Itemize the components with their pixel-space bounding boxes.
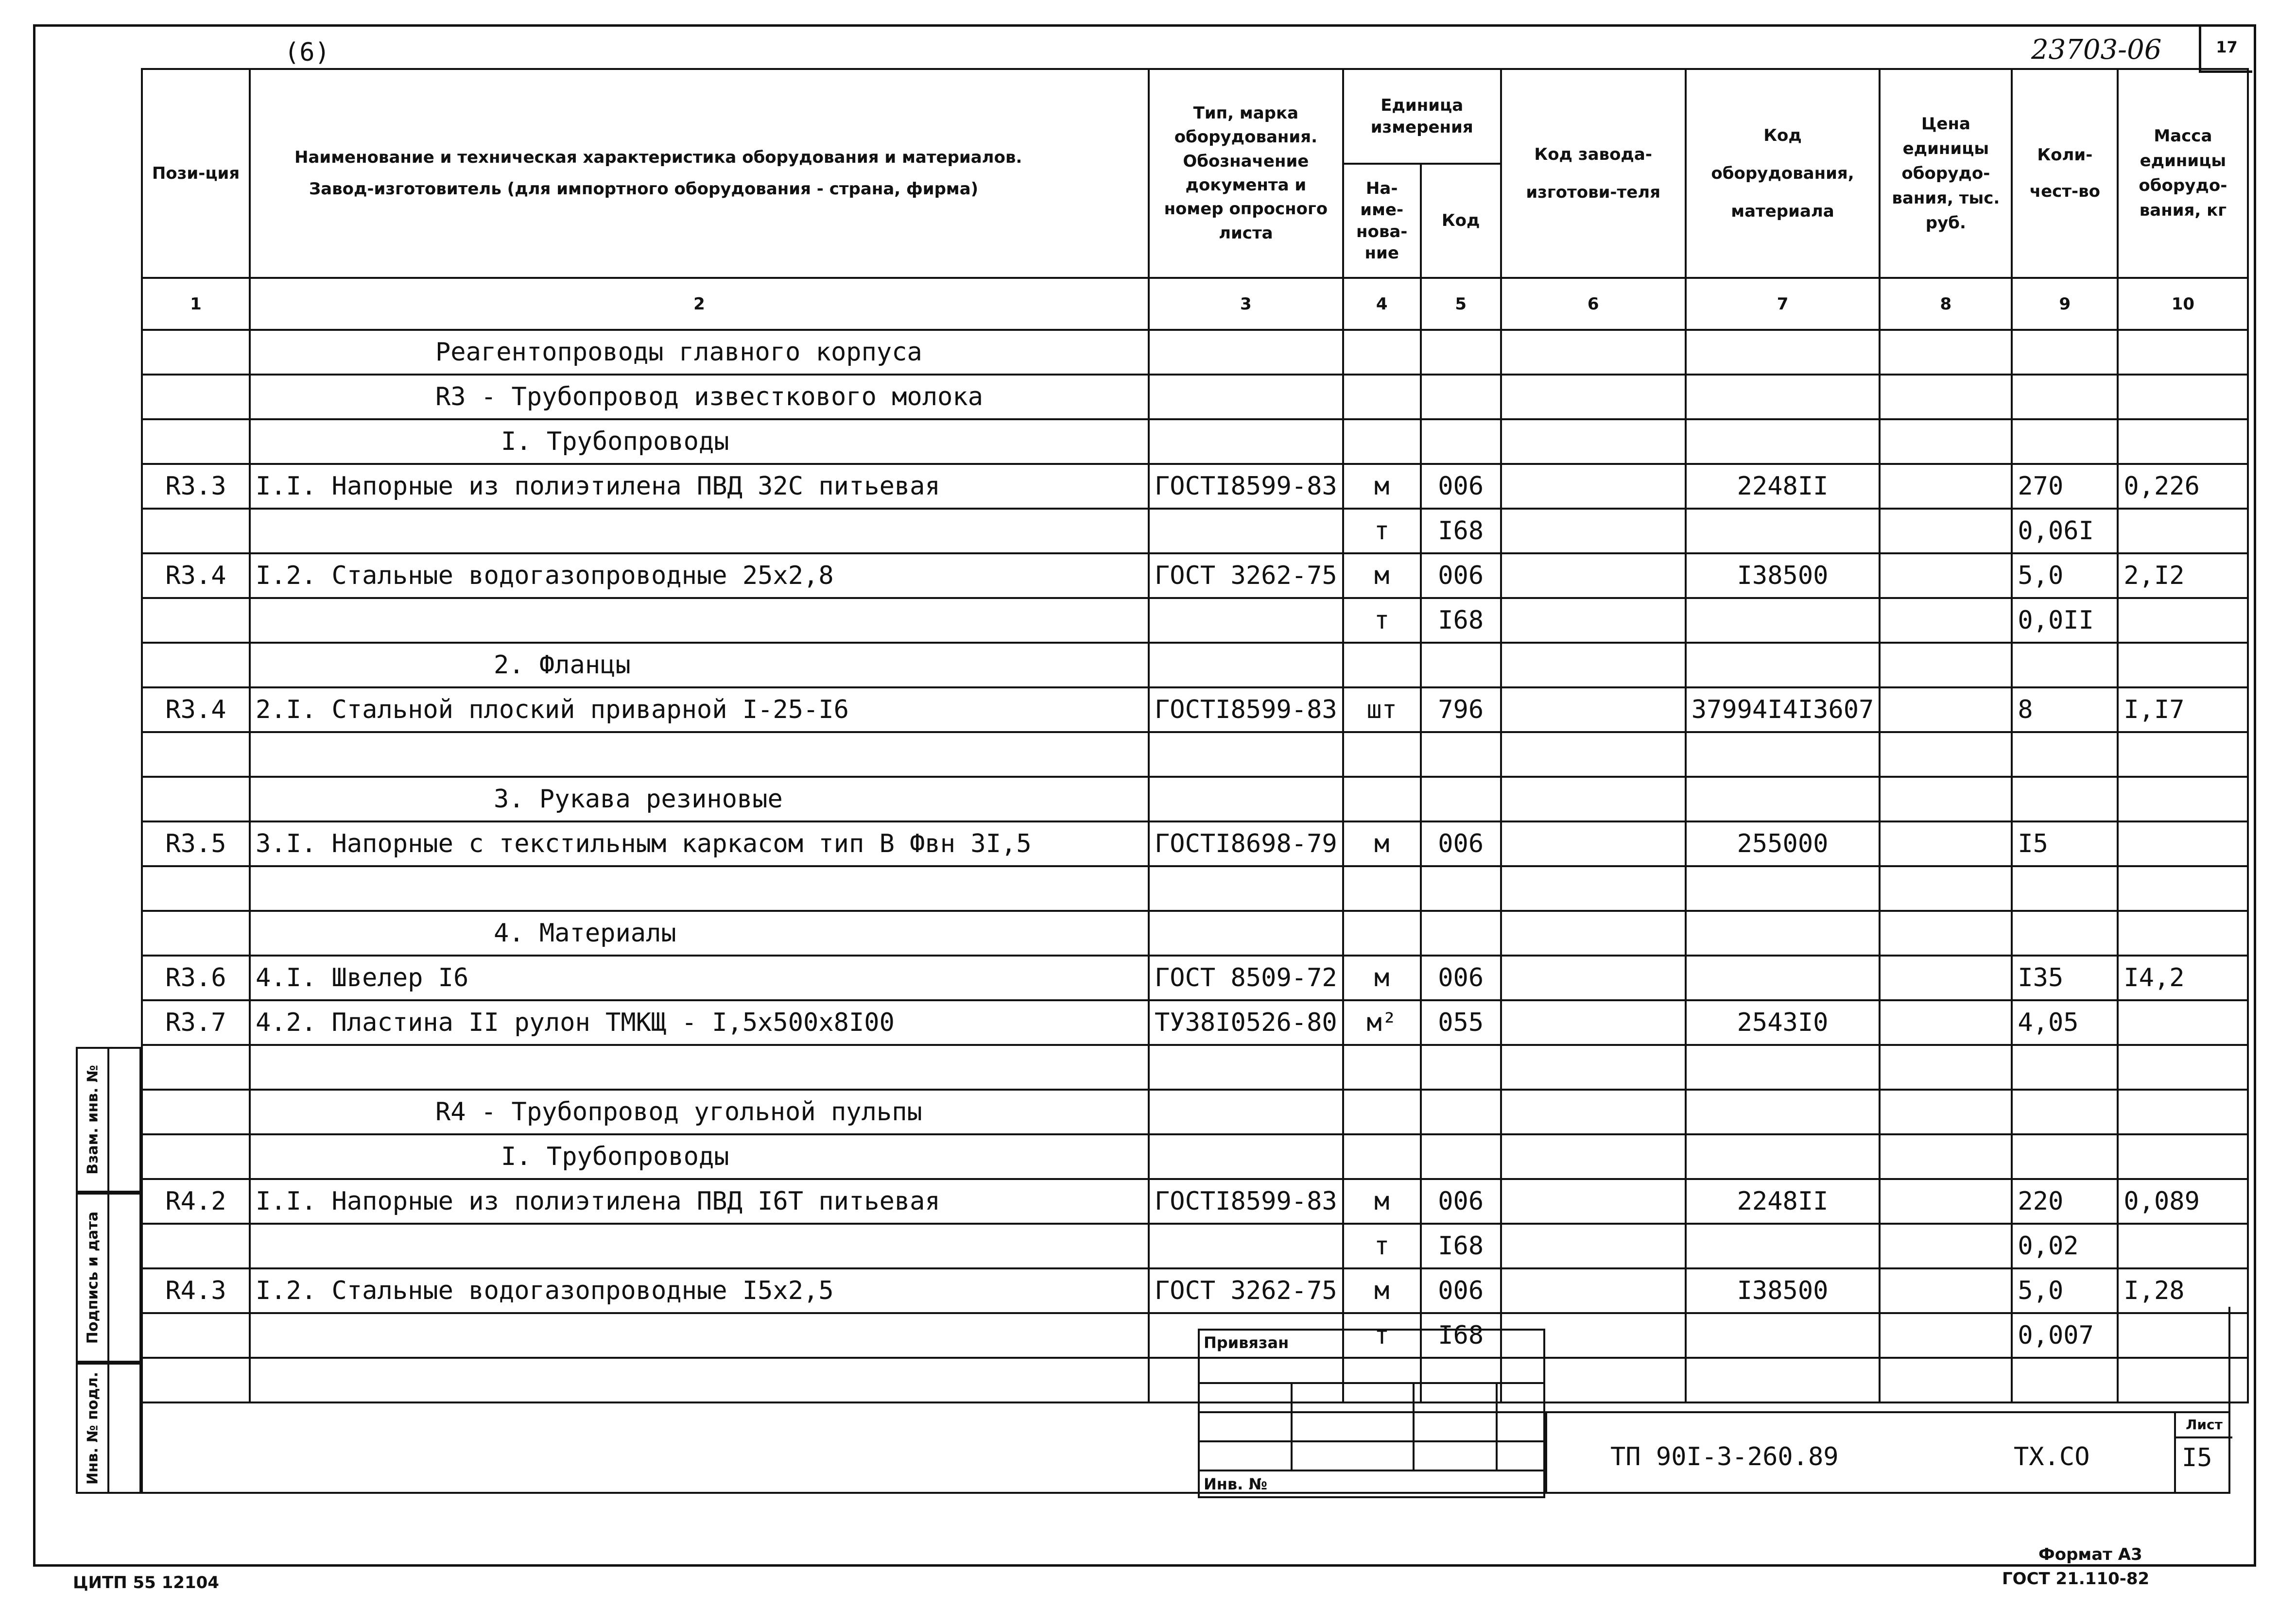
cell-type: ГОСТI8599-83 xyxy=(1149,687,1343,732)
cell-factory-code xyxy=(1501,1000,1686,1045)
hdr-name-line2: Завод-изготовитель (для импортного оборудования - страна, фирма) xyxy=(309,179,979,199)
cell-mass xyxy=(2118,1224,2248,1268)
hdr-name-line1: Наименование и техническая характеристика оборудования и материалов. xyxy=(294,148,1022,168)
cell-mass xyxy=(2118,509,2248,553)
cell-quantity: I35 xyxy=(2012,956,2118,1000)
cell-price xyxy=(1880,1045,2012,1090)
cell-price xyxy=(1880,419,2012,464)
cell-price xyxy=(1880,553,2012,598)
cell-mass xyxy=(2118,598,2248,643)
cell-quantity: I5 xyxy=(2012,821,2118,866)
cell-type: ГОСТ 3262-75 xyxy=(1149,1268,1343,1313)
cell-name: 2. Фланцы xyxy=(250,643,1149,687)
album-page: 17 xyxy=(2216,38,2238,56)
cell-type xyxy=(1149,330,1343,375)
cell-name: Реагентопроводы главного корпуса xyxy=(250,330,1149,375)
cell-type xyxy=(1149,643,1343,687)
cell-price xyxy=(1880,375,2012,419)
cell-mass: I,I7 xyxy=(2118,687,2248,732)
cell-quantity xyxy=(2012,419,2118,464)
cell-price xyxy=(1880,911,2012,956)
cell-position xyxy=(142,1224,250,1268)
cell-type: ГОСТI8599-83 xyxy=(1149,1179,1343,1224)
col-number: 6 xyxy=(1501,278,1686,330)
spec-row xyxy=(142,1045,2248,1090)
cell-equipment-code xyxy=(1686,330,1880,375)
cell-equipment-code xyxy=(1686,375,1880,419)
cell-position xyxy=(142,509,250,553)
spec-row xyxy=(142,464,2248,509)
cell-name: 4.I. Швелер I6 xyxy=(250,956,1149,1000)
spec-row xyxy=(142,1179,2248,1224)
cell-unit-code: 055 xyxy=(1421,1000,1501,1045)
cell-unit-code xyxy=(1421,1045,1501,1090)
cell-unit xyxy=(1343,911,1421,956)
cell-price xyxy=(1880,1224,2012,1268)
main-inscription xyxy=(1545,1411,2230,1494)
cell-quantity: 0,007 xyxy=(2012,1313,2118,1358)
cell-unit: м xyxy=(1343,1268,1421,1313)
hdr-name xyxy=(250,69,1149,278)
col-number: 10 xyxy=(2118,278,2248,330)
cell-type: ГОСТI8599-83 xyxy=(1149,464,1343,509)
spec-row xyxy=(142,821,2248,866)
cell-equipment-code xyxy=(1686,777,1880,821)
side-stamp-signature xyxy=(76,1193,141,1363)
cell-quantity xyxy=(2012,375,2118,419)
cell-mass xyxy=(2118,777,2248,821)
cell-equipment-code: I38500 xyxy=(1686,1268,1880,1313)
hdr-unit-code: Код xyxy=(1421,164,1501,278)
cell-unit xyxy=(1343,375,1421,419)
cell-mass xyxy=(2118,330,2248,375)
cell-mass xyxy=(2118,1134,2248,1179)
cell-position xyxy=(142,732,250,777)
spec-row xyxy=(142,687,2248,732)
spec-row xyxy=(142,643,2248,687)
cell-name xyxy=(250,866,1149,911)
cell-quantity: 0,0II xyxy=(2012,598,2118,643)
cell-price xyxy=(1880,1179,2012,1224)
cell-factory-code xyxy=(1501,1179,1686,1224)
cell-name: R3 - Трубопровод известкового молока xyxy=(250,375,1149,419)
cell-quantity xyxy=(2012,866,2118,911)
cell-unit: м xyxy=(1343,1179,1421,1224)
cell-factory-code xyxy=(1501,509,1686,553)
cell-price xyxy=(1880,687,2012,732)
cell-unit: т xyxy=(1343,1224,1421,1268)
cell-quantity xyxy=(2012,1134,2118,1179)
cell-position xyxy=(142,911,250,956)
cell-equipment-code xyxy=(1686,509,1880,553)
cell-factory-code xyxy=(1501,419,1686,464)
cell-name xyxy=(250,1045,1149,1090)
cell-unit: м xyxy=(1343,553,1421,598)
cell-equipment-code xyxy=(1686,956,1880,1000)
cell-unit: м² xyxy=(1343,1000,1421,1045)
cell-unit-code xyxy=(1421,643,1501,687)
cell-mass xyxy=(2118,911,2248,956)
sheet-number-box xyxy=(2174,1413,2232,1494)
cell-position: R3.7 xyxy=(142,1000,250,1045)
cell-price xyxy=(1880,509,2012,553)
sheet-number: I5 xyxy=(2182,1443,2212,1472)
cell-price xyxy=(1880,1090,2012,1134)
cell-price xyxy=(1880,956,2012,1000)
cell-factory-code xyxy=(1501,330,1686,375)
cell-price xyxy=(1880,643,2012,687)
cell-quantity: 4,05 xyxy=(2012,1000,2118,1045)
cell-unit-code: 006 xyxy=(1421,1179,1501,1224)
cell-type: ГОСТ 8509-72 xyxy=(1149,956,1343,1000)
cell-type xyxy=(1149,598,1343,643)
cell-quantity: 0,02 xyxy=(2012,1224,2118,1268)
cell-quantity: 220 xyxy=(2012,1179,2118,1224)
cell-factory-code xyxy=(1501,777,1686,821)
cell-mass xyxy=(2118,1090,2248,1134)
cell-factory-code xyxy=(1501,1045,1686,1090)
cell-name: 4.2. Пластина II рулон ТМКЩ - I,5х500х8I00 xyxy=(250,1000,1149,1045)
spec-row xyxy=(142,330,2248,375)
cell-unit xyxy=(1343,330,1421,375)
cell-unit-code xyxy=(1421,866,1501,911)
cell-unit-code xyxy=(1421,330,1501,375)
cell-type xyxy=(1149,866,1343,911)
cell-unit-code: I68 xyxy=(1421,1313,1501,1358)
cell-mass: I4,2 xyxy=(2118,956,2248,1000)
cell-unit-code: 796 xyxy=(1421,687,1501,732)
side-stamp-original xyxy=(76,1363,141,1494)
cell-quantity xyxy=(2012,1090,2118,1134)
cell-unit-code: I68 xyxy=(1421,598,1501,643)
cell-unit xyxy=(1343,732,1421,777)
cell-equipment-code: 2248II xyxy=(1686,1179,1880,1224)
cell-name: I. Трубопроводы xyxy=(250,1134,1149,1179)
cell-position xyxy=(142,777,250,821)
cell-name: 3. Рукава резиновые xyxy=(250,777,1149,821)
cell-unit xyxy=(1343,643,1421,687)
cell-factory-code xyxy=(1501,866,1686,911)
binding-stamp xyxy=(1198,1329,1545,1498)
cell-price xyxy=(1880,330,2012,375)
cell-equipment-code xyxy=(1686,911,1880,956)
cell-name: 3.I. Напорные с текстильным каркасом тип В Фвн 3I,5 xyxy=(250,821,1149,866)
spec-row xyxy=(142,956,2248,1000)
cell-unit xyxy=(1343,1090,1421,1134)
binding-label: Привязан xyxy=(1204,1333,1289,1352)
cell-position: R3.6 xyxy=(142,956,250,1000)
cell-quantity xyxy=(2012,330,2118,375)
cell-equipment-code: I38500 xyxy=(1686,553,1880,598)
cell-position xyxy=(142,1045,250,1090)
cell-mass xyxy=(2118,1000,2248,1045)
col-number: 4 xyxy=(1343,278,1421,330)
cell-factory-code xyxy=(1501,464,1686,509)
cell-equipment-code xyxy=(1686,732,1880,777)
cell-position xyxy=(142,375,250,419)
spec-row xyxy=(142,1134,2248,1179)
col-number: 8 xyxy=(1880,278,2012,330)
cell-mass xyxy=(2118,375,2248,419)
cell-unit: шт xyxy=(1343,687,1421,732)
hdr-equipment-code: Код оборудования, материала xyxy=(1686,69,1880,278)
cell-position xyxy=(142,598,250,643)
cell-position: R3.5 xyxy=(142,821,250,866)
side-label-signature: Подпись и дата xyxy=(84,1211,101,1344)
cell-mass xyxy=(2118,821,2248,866)
cell-mass: I,28 xyxy=(2118,1268,2248,1313)
cell-type: ГОСТ 3262-75 xyxy=(1149,553,1343,598)
cell-name: I.I. Напорные из полиэтилена ПВД 32С питьевая xyxy=(250,464,1149,509)
cell-position: R3.4 xyxy=(142,553,250,598)
cell-position xyxy=(142,330,250,375)
cell-price xyxy=(1880,464,2012,509)
cell-type xyxy=(1149,1224,1343,1268)
cell-mass xyxy=(2118,419,2248,464)
hdr-unit: Единица измерения xyxy=(1343,69,1501,164)
cell-factory-code xyxy=(1501,553,1686,598)
cell-unit-code: I68 xyxy=(1421,509,1501,553)
col-number: 1 xyxy=(142,278,250,330)
cell-position: R3.4 xyxy=(142,687,250,732)
hdr-mass: Масса единицы оборудо-вания, кг xyxy=(2118,69,2248,278)
spec-row xyxy=(142,375,2248,419)
cell-position xyxy=(142,419,250,464)
section-code: ТХ.СО xyxy=(2014,1442,2090,1471)
cell-price xyxy=(1880,1000,2012,1045)
col-number: 7 xyxy=(1686,278,1880,330)
cell-unit: м xyxy=(1343,821,1421,866)
side-label-original: Инв. № подл. xyxy=(84,1371,101,1485)
cell-equipment-code xyxy=(1686,1224,1880,1268)
cell-quantity: 8 xyxy=(2012,687,2118,732)
cell-unit: м xyxy=(1343,956,1421,1000)
cell-type xyxy=(1149,375,1343,419)
cell-unit-code: I68 xyxy=(1421,1224,1501,1268)
cell-equipment-code xyxy=(1686,598,1880,643)
cell-unit xyxy=(1343,777,1421,821)
cell-type xyxy=(1149,509,1343,553)
hdr-position: Пози-ция xyxy=(142,69,250,278)
spec-row xyxy=(142,1090,2248,1134)
col-number: 9 xyxy=(2012,278,2118,330)
cell-unit: т xyxy=(1343,509,1421,553)
col-number: 2 xyxy=(250,278,1149,330)
cell-factory-code xyxy=(1501,911,1686,956)
cell-factory-code xyxy=(1501,732,1686,777)
format-label: Формат A3 xyxy=(2038,1545,2142,1564)
cell-position xyxy=(142,866,250,911)
cell-unit-code xyxy=(1421,732,1501,777)
cell-quantity: 5,0 xyxy=(2012,553,2118,598)
cell-quantity xyxy=(2012,732,2118,777)
cell-mass: 2,I2 xyxy=(2118,553,2248,598)
cell-equipment-code xyxy=(1686,643,1880,687)
column-numbers-row xyxy=(142,278,2248,330)
cell-unit: т xyxy=(1343,1313,1421,1358)
cell-unit xyxy=(1343,1045,1421,1090)
cell-equipment-code xyxy=(1686,866,1880,911)
cell-unit: м xyxy=(1343,464,1421,509)
cell-name xyxy=(250,732,1149,777)
gost-label: ГОСТ 21.110-82 xyxy=(2002,1569,2150,1589)
cell-position xyxy=(142,1090,250,1134)
cell-factory-code xyxy=(1501,687,1686,732)
header-row xyxy=(142,69,2248,164)
cell-factory-code xyxy=(1501,643,1686,687)
cell-factory-code xyxy=(1501,1224,1686,1268)
spec-row xyxy=(142,598,2248,643)
spec-row xyxy=(142,553,2248,598)
cell-price xyxy=(1880,1134,2012,1179)
cell-position xyxy=(142,643,250,687)
cell-quantity xyxy=(2012,643,2118,687)
cell-quantity xyxy=(2012,1045,2118,1090)
hdr-factory-code: Код завода-изготови-теля xyxy=(1501,69,1686,278)
cell-name xyxy=(250,598,1149,643)
cell-equipment-code xyxy=(1686,1134,1880,1179)
cell-unit-code xyxy=(1421,1134,1501,1179)
cell-unit-code: 006 xyxy=(1421,464,1501,509)
cell-factory-code xyxy=(1501,375,1686,419)
cell-price xyxy=(1880,777,2012,821)
print-code: ЦИТП 55 12104 xyxy=(73,1573,219,1592)
col-number: 3 xyxy=(1149,278,1343,330)
cell-mass xyxy=(2118,732,2248,777)
cell-price xyxy=(1880,866,2012,911)
cell-name: I.2. Стальные водогазопроводные I5х2,5 xyxy=(250,1268,1149,1313)
cell-equipment-code: 2543I0 xyxy=(1686,1000,1880,1045)
album-code: 23703-06 xyxy=(2031,34,2162,66)
cell-mass: 0,089 xyxy=(2118,1179,2248,1224)
cell-name: 4. Материалы xyxy=(250,911,1149,956)
cell-quantity: 5,0 xyxy=(2012,1268,2118,1313)
cell-unit-code xyxy=(1421,419,1501,464)
binding-inv-label: Инв. № xyxy=(1204,1474,1267,1493)
cell-unit-code xyxy=(1421,1090,1501,1134)
cell-quantity: 270 xyxy=(2012,464,2118,509)
cell-mass xyxy=(2118,1045,2248,1090)
cell-position xyxy=(142,1134,250,1179)
cell-unit xyxy=(1343,866,1421,911)
hdr-unit-name: На-име-нова-ние xyxy=(1343,164,1421,278)
side-label-replace: Взам. инв. № xyxy=(84,1065,101,1175)
spec-row xyxy=(142,866,2248,911)
cell-quantity xyxy=(2012,777,2118,821)
cell-type xyxy=(1149,419,1343,464)
cell-name: 2.I. Стальной плоский приварной I-25-I6 xyxy=(250,687,1149,732)
cell-factory-code xyxy=(1501,956,1686,1000)
cell-price xyxy=(1880,732,2012,777)
cell-name: I.I. Напорные из полиэтилена ПВД I6Т питьевая xyxy=(250,1179,1149,1224)
cell-unit: т xyxy=(1343,598,1421,643)
cell-quantity: 0,06I xyxy=(2012,509,2118,553)
side-stamp-replace xyxy=(76,1047,141,1193)
cell-type xyxy=(1149,1134,1343,1179)
cell-unit xyxy=(1343,419,1421,464)
cell-unit xyxy=(1343,1134,1421,1179)
cell-name: I.2. Стальные водогазопроводные 25х2,8 xyxy=(250,553,1149,598)
spec-row xyxy=(142,777,2248,821)
hdr-price: Цена единицы оборудо-вания, тыс. руб. xyxy=(1880,69,2012,278)
cell-type xyxy=(1149,1090,1343,1134)
cell-name: R4 - Трубопровод угольной пульпы xyxy=(250,1090,1149,1134)
cell-price xyxy=(1880,821,2012,866)
spec-row xyxy=(142,1224,2248,1268)
cell-mass xyxy=(2118,866,2248,911)
spec-row xyxy=(142,419,2248,464)
cell-equipment-code: 2248II xyxy=(1686,464,1880,509)
cell-equipment-code: 255000 xyxy=(1686,821,1880,866)
cell-type: ГОСТI8698-79 xyxy=(1149,821,1343,866)
cell-factory-code xyxy=(1501,1134,1686,1179)
document-code: ТП 90I-3-260.89 xyxy=(1610,1442,1839,1471)
cell-mass: 0,226 xyxy=(2118,464,2248,509)
cell-factory-code xyxy=(1501,821,1686,866)
spec-row xyxy=(142,509,2248,553)
cell-factory-code xyxy=(1501,1090,1686,1134)
cell-factory-code xyxy=(1501,598,1686,643)
cell-unit-code xyxy=(1421,777,1501,821)
col-number: 5 xyxy=(1421,278,1501,330)
page-mark: (6) xyxy=(284,38,330,67)
hdr-quantity: Коли-чест-во xyxy=(2012,69,2118,278)
spec-table xyxy=(141,68,2249,1403)
cell-equipment-code xyxy=(1686,419,1880,464)
cell-type xyxy=(1149,777,1343,821)
cell-type xyxy=(1149,732,1343,777)
spec-row xyxy=(142,911,2248,956)
cell-name xyxy=(250,1224,1149,1268)
cell-unit-code xyxy=(1421,911,1501,956)
spec-row xyxy=(142,1000,2248,1045)
cell-name: I. Трубопроводы xyxy=(250,419,1149,464)
cell-mass xyxy=(2118,643,2248,687)
cell-unit-code: 006 xyxy=(1421,821,1501,866)
cell-quantity xyxy=(2012,911,2118,956)
hdr-type: Тип, марка оборудования. Обозначение документа и номер опросного листа xyxy=(1149,69,1343,278)
cell-position: R4.3 xyxy=(142,1268,250,1313)
sheet-label: Лист xyxy=(2176,1413,2232,1438)
spec-row xyxy=(142,732,2248,777)
cell-unit-code: 006 xyxy=(1421,1268,1501,1313)
cell-type xyxy=(1149,911,1343,956)
cell-equipment-code: 37994I4I3607 xyxy=(1686,687,1880,732)
cell-unit-code xyxy=(1421,375,1501,419)
cell-unit-code: 006 xyxy=(1421,956,1501,1000)
cell-position: R3.3 xyxy=(142,464,250,509)
cell-type xyxy=(1149,1045,1343,1090)
cell-position: R4.2 xyxy=(142,1179,250,1224)
cell-equipment-code xyxy=(1686,1045,1880,1090)
cell-price xyxy=(1880,598,2012,643)
cell-unit-code: 006 xyxy=(1421,553,1501,598)
cell-equipment-code xyxy=(1686,1090,1880,1134)
cell-name xyxy=(250,509,1149,553)
cell-type: ТУ38I0526-80 xyxy=(1149,1000,1343,1045)
